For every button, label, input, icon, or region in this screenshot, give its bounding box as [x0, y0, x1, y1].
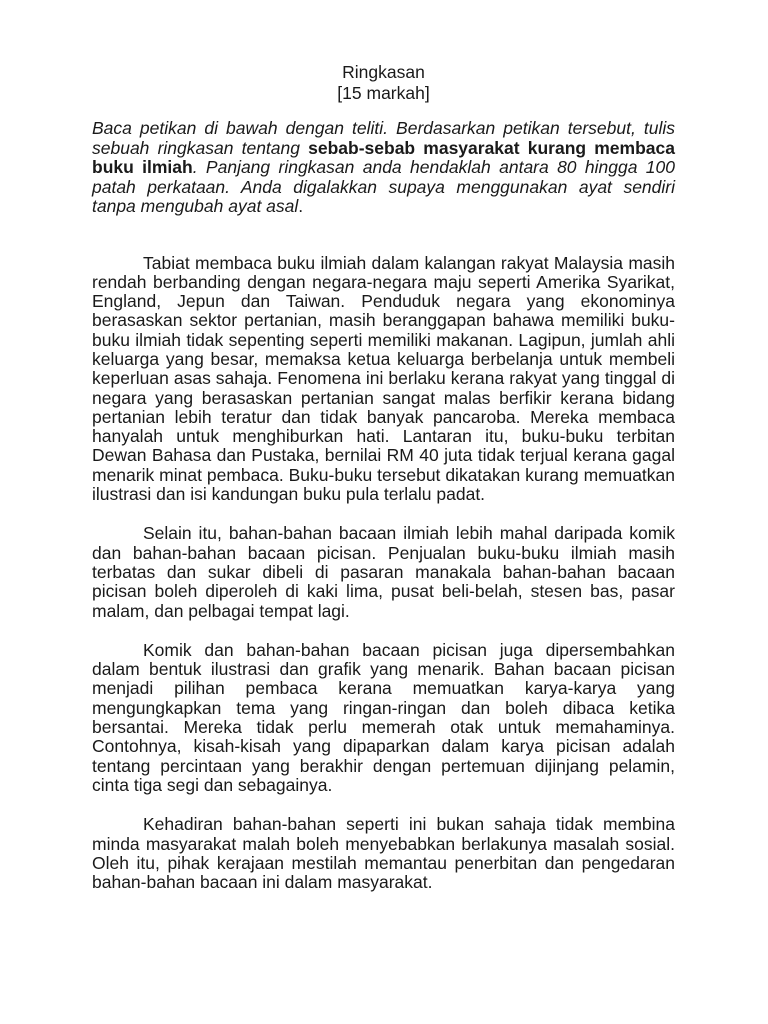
instructions-topic: sebab-sebab masyarakat kurang membaca buku ilmiah — [92, 137, 675, 177]
marks-label: [15 markah] — [337, 83, 430, 103]
instructions-text-start: Baca petikan di bawah dengan teliti. Berdasarkan petikan tersebut, tulis sebuah ringkasan tentang — [92, 118, 675, 158]
passage-paragraph-4: Kehadiran bahan-bahan seperti ini bukan sahaja tidak membina minda masyarakat malah boleh menyebabkan berlakunya masalah sosial. Oleh itu, pihak kerajaan mestilah memantau penerbitan dan pengedaran bahan-bahan bacaan ini dalam masyarakat. — [92, 814, 675, 893]
heading-block — [92, 62, 675, 104]
passage-paragraph-1: Tabiat membaca buku ilmiah dalam kalangan rakyat Malaysia masih rendah berbanding dengan negara-negara maju seperti Amerika Syarikat, England, Jepun dan Taiwan. Penduduk negara yang ekonominya berasaskan sektor pertanian, masih beranggapan bahawa memiliki buku-buku ilmiah tidak sepenting seperti memiliki makanan. Lagipun, jumlah ahli keluarga yang besar, memaksa ketua keluarga berbelanja untuk membeli keperluan asas sahaja. Fenomena ini berlaku kerana rakyat yang tinggal di negara yang berasaskan pertanian sangat malas berfikir kerana bidang pertanian lebih teratur dan tidak banyak pancaroba. Mereka membaca hanyalah untuk menghiburkan hati. Lantaran itu, buku-buku terbitan Dewan Bahasa dan Pustaka, bernilai RM 40 juta tidak terjual kerana gagal menarik minat pembaca. Buku-buku tersebut dikatakan kurang memuatkan ilustrasi dan isi kandungan buku pula terlalu padat. — [92, 252, 675, 505]
document-page — [92, 62, 675, 892]
instructions — [92, 119, 675, 217]
instructions-text-end: . Panjang ringkasan anda hendaklah antara 80 hingga 100 patah perkataan. Anda digalakkan supaya menggunakan ayat sendiri tanpa mengubah ayat asal — [92, 157, 675, 216]
passage-paragraph-3: Komik dan bahan-bahan bacaan picisan juga dipersembahkan dalam bentuk ilustrasi dan grafik yang menarik. Bahan bacaan picisan menjadi pilihan pembaca kerana memuatkan karya-karya yang mengungkapkan tema yang ringan-ringan dan boleh dibaca ketika bersantai. Mereka tidak perlu memerah otak untuk memahaminya. Contohnya, kisah-kisah yang dipaparkan dalam karya picisan adalah tentang percintaan yang berakhir dengan pertemuan dijinjang pelamin, cinta tiga segi dan sebagainya. — [92, 639, 675, 795]
page-title: Ringkasan — [342, 62, 425, 82]
instructions-period: . — [298, 196, 304, 216]
passage-paragraph-2: Selain itu, bahan-bahan bacaan ilmiah lebih mahal daripada komik dan bahan-bahan bacaan picisan. Penjualan buku-buku ilmiah masih terbatas dan sukar dibeli di pasaran manakala bahan-bahan bacaan picisan boleh diperoleh di kaki lima, pusat beli-belah, stesen bas, pasar malam, dan pelbagai tempat lagi. — [92, 523, 675, 621]
passage — [92, 254, 675, 893]
